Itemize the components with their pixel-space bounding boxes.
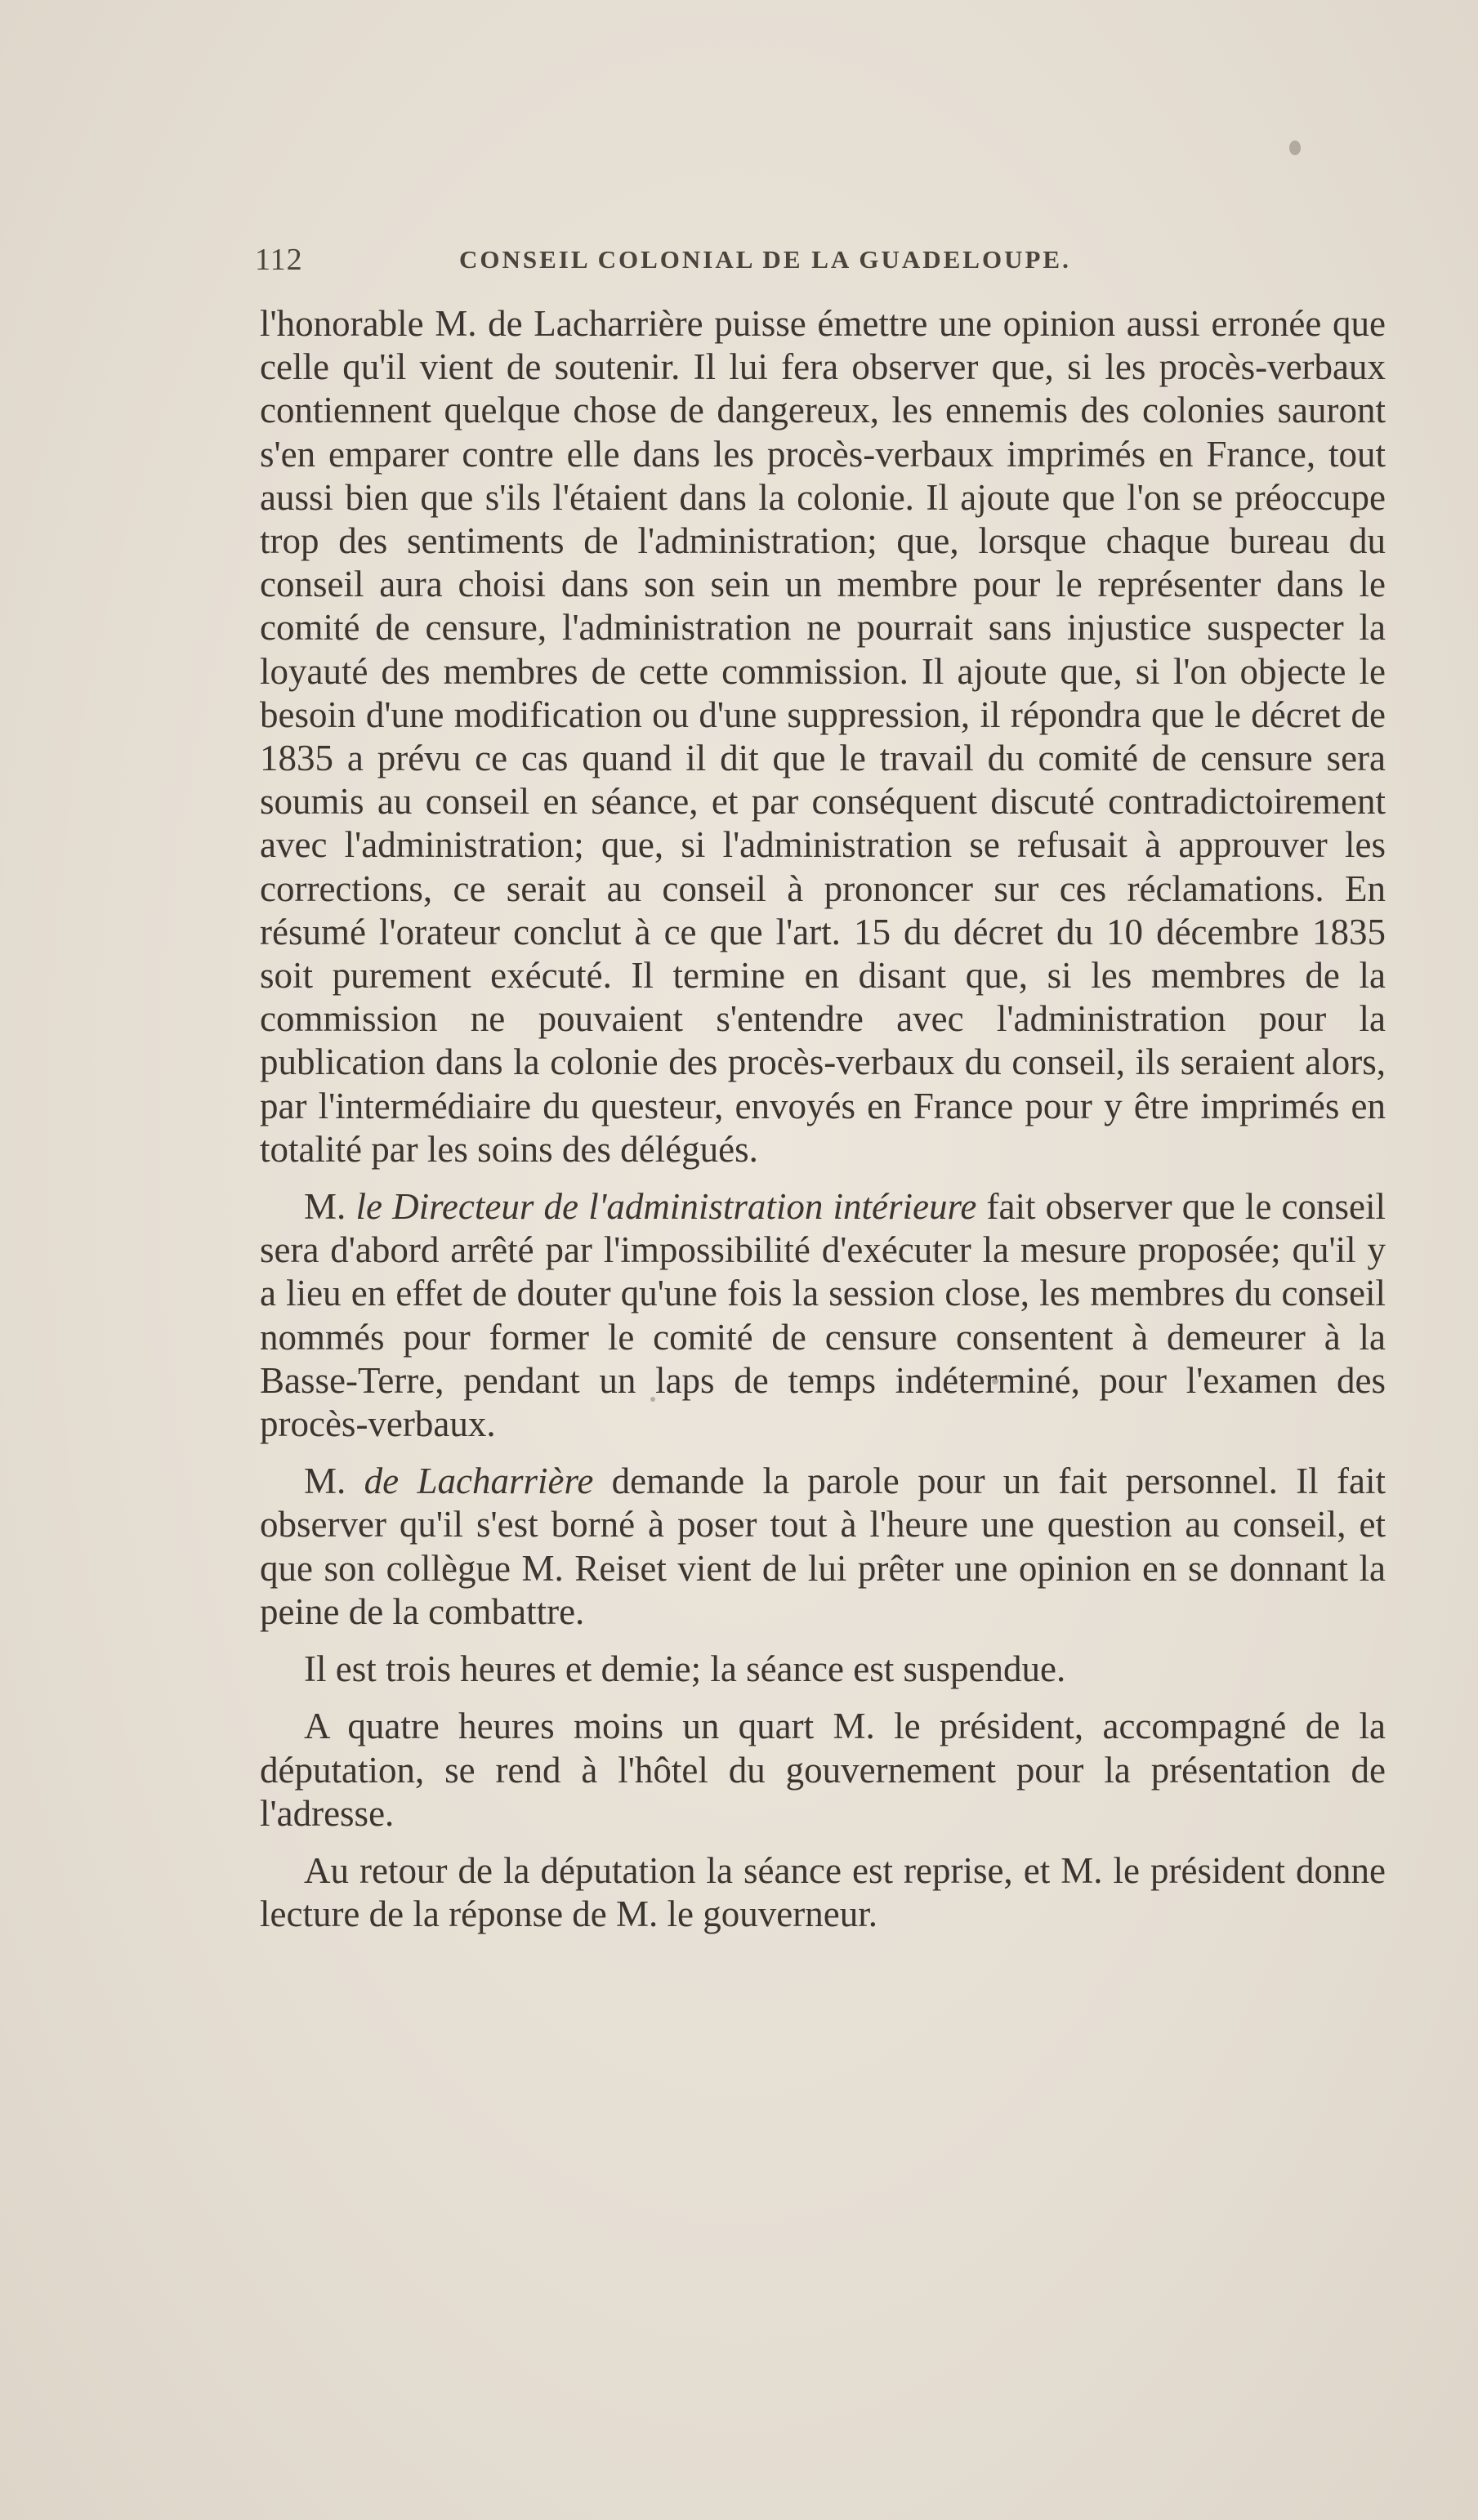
speaker-name: de Lacharrière — [364, 1461, 594, 1502]
body-text — [260, 302, 1386, 1950]
running-title: CONSEIL COLONIAL DE LA GUADELOUPE. — [459, 245, 1071, 274]
paragraph — [260, 302, 1386, 1171]
speaker-name: le Directeur de l'administration intérieure — [355, 1186, 977, 1228]
paragraph — [260, 1185, 1386, 1446]
paragraph-text: l'honorable M. de Lacharrière puisse émettre une opinion aussi erronée que celle qu'il vient de soutenir. Il lui fera observer que, si les procès-verbaux contiennent quelque chose de dangereux, les ennemis des colonies sauront s'en emparer contre elle dans les procès-verbaux imprimés en France, tout aussi bien que s'ils l'étaient dans la colonie. Il ajoute que l'on se préoccupe trop des sentiments de l'administration; que, lorsque chaque bureau du conseil aura choisi dans son sein un membre pour le représenter dans le comité de censure, l'administration ne pourrait sans injustice suspecter la loyauté des membres de cette commission. Il ajoute que, si l'on objecte le besoin d'une modification ou d'une suppression, il répondra que le décret de 1835 a prévu ce cas quand il dit que le travail du comité de censure sera soumis au conseil en séance, et par conséquent discuté contradictoirement avec l'administration; que, si l'administration se refusait à approuver les corrections, ce serait au conseil à prononcer sur ces réclamations. En résumé l'orateur conclut à ce que l'art. 15 du décret du 10 décembre 1835 soit purement exécuté. Il termine en disant que, si les membres de la commission ne pouvaient s'entendre avec l'administration pour la publication dans la colonie des procès-verbaux du conseil, ils seraient alors, par l'intermédiaire du questeur, envoyés en France pour y être imprimés en totalité par les soins des délégués. — [260, 303, 1386, 1170]
page-header — [255, 242, 1399, 283]
paragraph — [260, 1648, 1386, 1691]
ink-speck — [1289, 140, 1301, 155]
paragraph-text: Il est trois heures et demie; la séance est suspendue. — [304, 1648, 1066, 1690]
paragraph-text: A quatre heures moins un quart M. le président, accompagné de la députation, se rend à l'hôtel du gouvernement pour la présentation de l'adresse. — [260, 1706, 1386, 1834]
paragraph-text: Au retour de la députation la séance est reprise, et M. le président donne lecture de la réponse de M. le gouverneur. — [260, 1849, 1386, 1935]
paragraph-text: demande la parole pour un fait personnel. Il fait observer qu'il s'est borné à poser tout à l'heure une question au conseil, et que son collègue M. Reiset vient de lui prêter une opinion en se donnant la peine de la combattre. — [260, 1461, 1386, 1632]
paragraph-text: fait observer que le conseil sera d'abord arrêté par l'impossibilité d'exécuter la mesure proposée; qu'il y a lieu en effet de douter qu'une fois la session close, les membres du conseil nommés pour former le comité de censure consentent à demeurer à la Basse-Terre, pendant un laps de temps indéterminé, pour l'examen des procès-verbaux. — [260, 1186, 1386, 1445]
speaker-prefix: M. — [304, 1461, 364, 1502]
paragraph — [260, 1849, 1386, 1936]
paragraph — [260, 1460, 1386, 1634]
page-number: 112 — [255, 243, 303, 277]
speaker-prefix: M. — [304, 1186, 356, 1228]
paragraph — [260, 1705, 1386, 1835]
